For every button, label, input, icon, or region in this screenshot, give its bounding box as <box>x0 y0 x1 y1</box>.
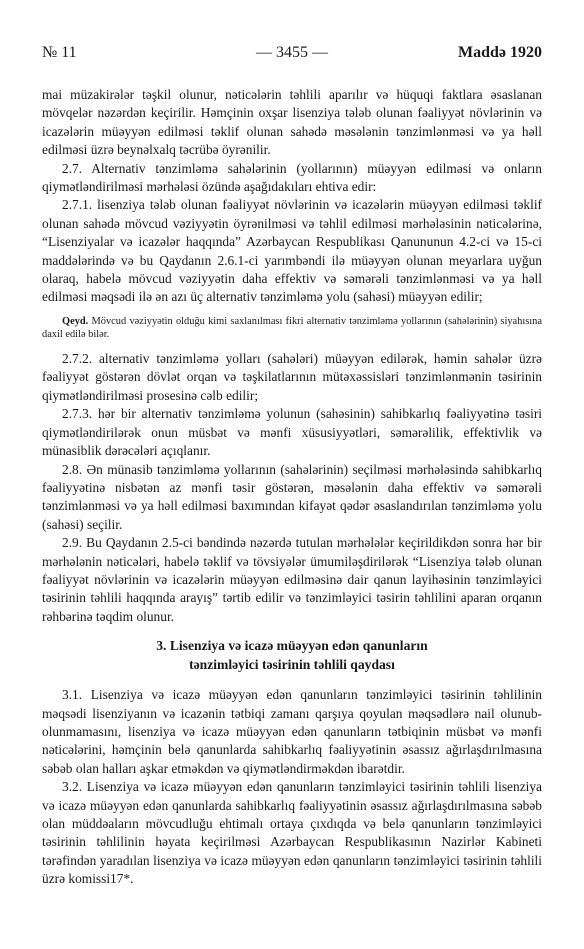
section-title-line: 3. Lisenziya və icazə müəyyən edən qanunların <box>156 638 428 654</box>
issue-number: № 11 <box>42 44 77 61</box>
note <box>42 315 542 342</box>
section-title-line: tənzimləyici təsirinin təhlili qaydası <box>189 657 395 673</box>
note-text: Mövcud vəziyyətin olduğu kimi saxlanılması fikri alternativ tənzimləmə yollarının (sahələrinin) siyahısına daxil edilə bilər. <box>42 315 542 341</box>
section-title <box>42 636 542 674</box>
paragraph: 2.8. Ən münasib tənzimləmə yollarının (sahələrinin) seçilməsi mərhələsində sahibkarlıq fəaliyyətinə nisbətən az mənfi təsir göstərən, məsələnin daha effektiv və səmərəli tənzimlənməsi və ya həll edilməsi baxımından kifayət qədər əsaslandırılan tənzimləmə yolu (sahəsi) seçilir. <box>42 461 542 532</box>
paragraph: mai müzakirələr təşkil olunur, nəticələrin təhlili aparılır və hüquqi faktlara əsaslanan mövqelər nəzərdən keçirilir. Həmçinin oxşar lisenziya tələb olunan fəaliyyət növlərinin və icazələrin müəyyən edilməsi təklif olunan sahədə məsələnin tənzimlənməsi və ya həll edilməsi üzrə beynəlxalq təcrübə öyrənilir. <box>42 87 542 158</box>
paragraph: 3.1. Lisenziya və icazə müəyyən edən qanunların tənzimləyici təsirinin təhlilinin məqsədi lisenziyanın və icazənin tətbiqi zamanı qarşıya qoyulan məqsədlərə nail olunub-olunmamasını, lisenziya və icazə müəyyən edən qanunların tətbiqinin müsbət və mənfi nəticələrini, həmçinin belə qanunlarda sahibkarlıq fəaliyyətinin əsassız ağırlaşdırılmasına səbəb olan halları aşkar etməkdən və qiymətləndirməkdən ibarətdir. <box>42 687 542 776</box>
document-page <box>42 44 542 889</box>
paragraph: 2.7.3. hər bir alternativ tənzimləmə yolunun (sahəsinin) sahibkarlıq fəaliyyətinə təsiri qiymətləndirilərək onun müsbət və mənfi xüsusiyyətləri, səmərəlilik, effektivlik və münasiblik dərəcələri açıqlanır. <box>42 406 542 459</box>
note-label: Qeyd. <box>62 315 89 327</box>
page-header <box>42 44 542 66</box>
paragraph: 2.7.1. lisenziya tələb olunan fəaliyyət növlərinin və icazələrin müəyyən edilməsi təklif olunan sahədə mövcud vəziyyətin öyrənilməsi və təhlil edilməsi mərhələsinin nəticələrinə, “Lisenziyalar və icazələr haqqında” Azərbaycan Respublikası Qanununun 4.2-ci və 15-ci maddələrində və bu Qaydanın 2.6.1-ci yarımbəndi ilə müəyyən olunan meyarlara uyğun olaraq, habelə mövcud vəziyyətin daha effektiv və səmərəli tənzimlənməsi və ya həll edilməsi məqsədi ilə ən azı üç alternativ tənzimləmə yolu (sahəsi) müəyyən edilir; <box>42 197 542 305</box>
paragraph: 3.2. Lisenziya və icazə müəyyən edən qanunların tənzimləyici təsirinin təhlili lisenziya və icazə müəyyən edən qanunlarda sahibkarlıq fəaliyyətinin əsassız ağırlaşdırılmasına səbəb olan müddəaların mövcudluğu ehtimalı ortaya çıxdıqda və belə qanunların tənzimləyici təsirinin təhlilinin həyata keçirilməsi Azərbaycan Respublikasının Nazirlər Kabineti tərəfindən yaradılan lisenziya və icazə müəyyən edən qanunların tənzimləyici təsirinin təhlili üzrə komissi17*. <box>42 779 542 887</box>
paragraph: 2.9. Bu Qaydanın 2.5-ci bəndində nəzərdə tutulan mərhələlər keçirildikdən sonra hər bir mərhələnin nəticələri, habelə təklif və tövsiyələr ümumiləşdirilərək “Lisenziya tələb olunan fəaliyyət növlərinin və icazələrin müəyyən edilməsinə dair qanun layihəsinin tənzimləyici təsirinin təhlili haqqında arayış” tərtib edilir və tənzimləyici təsirin təhlilini aparan orqanın rəhbərinə təqdim olunur. <box>42 535 542 624</box>
document-body <box>42 86 542 889</box>
paragraph: 2.7.2. alternativ tənzimləmə yolları (sahələri) müəyyən edilərək, həmin sahələr üzrə fəaliyyət göstərən dövlət orqan və təşkilatlarının mütəxəssisləri tənzimlənmənin təsirinin qiymətləndirilməsi prosesinə cəlb edilir; <box>42 351 542 403</box>
article-number: Maddə 1920 <box>458 44 542 61</box>
page-number: — 3455 — <box>256 44 328 61</box>
paragraph: 2.7. Alternativ tənzimləmə sahələrinin (yollarının) müəyyən edilməsi və onların qiymətləndirilməsi mərhələsi özündə aşağıdakıları ehtiva edir: <box>42 160 542 195</box>
